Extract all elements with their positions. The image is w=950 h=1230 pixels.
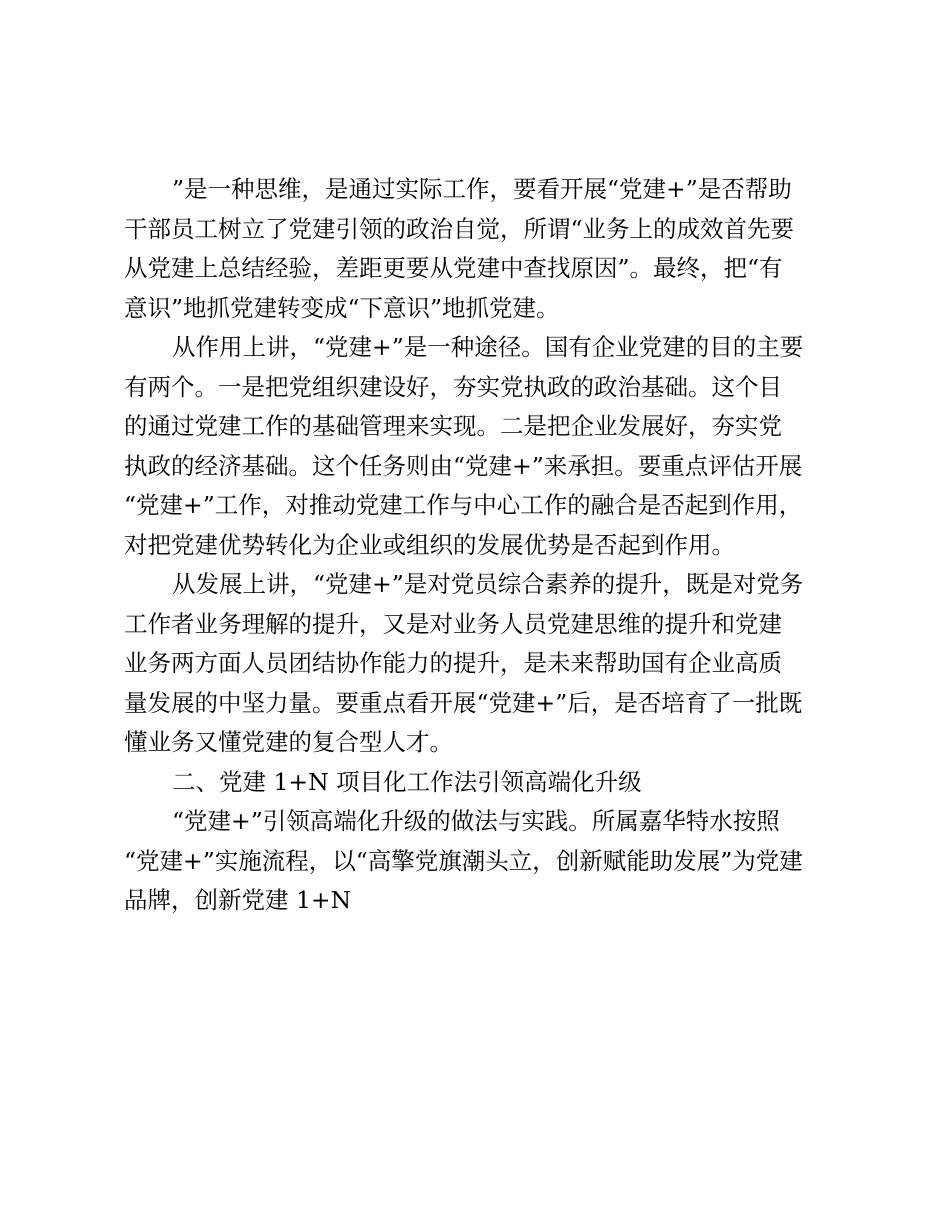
text-line: 量发展的中坚力量。要重点看开展“党建+”后，是否培育了一批既 [124,688,803,717]
paragraph-2 [124,328,844,565]
text-line: 工作者业务理解的提升，又是对业务人员党建思维的提升和党建 [124,609,782,638]
text-line: 懂业务又懂党建的复合型人才。 [124,728,453,756]
text-line: 对把党建优势转化为企业或组织的发展优势是否起到作用。 [124,530,735,559]
text-line: 干部员工树立了党建引领的政治自觉，所谓“业务上的成效首先要 [124,214,795,243]
text-line: 的通过党建工作的基础管理来实现。二是把企业发展好，夯实党 [124,412,782,440]
text-line: “党建+”引领高端化升级的做法与实践。所属嘉华特水按照 [172,807,780,835]
text-line: 从作用上讲，“党建+”是一种途径。国有企业党建的目的主要 [172,333,804,361]
text-line: “党建+”实施流程，以“高擎党旗潮头立，创新赋能助发展”为党建 [124,846,803,875]
text-line: ”是一种思维，是通过实际工作，要看开展“党建+”是否帮助 [172,175,792,203]
text-line: 执政的经济基础。这个任务则由“党建+”来承担。要重点评估开展 [124,451,803,480]
paragraph-3 [124,565,844,763]
text-line: 有两个。一是把党组织建设好，夯实党执政的政治基础。这个目 [124,372,782,401]
text-line: 业务两方面人员团结协作能力的提升，是未来帮助国有企业高质 [124,649,782,677]
text-line: 从发展上讲，“党建+”是对党员综合素养的提升，既是对党务 [172,570,804,598]
text-line: 意识”地抓党建转变成“下意识”地抓党建。 [124,293,560,322]
paragraph-1 [124,170,844,328]
document-body [124,170,844,921]
text-line: “党建+”工作，对推动党建工作与中心工作的融合是否起到作用， [124,491,803,519]
section-heading: 二、党建 1+N 项目化工作法引领高端化升级 [172,767,642,796]
text-line: 品牌，创新党建 1+N [124,886,352,914]
text-line: 从党建上总结经验，差距更要从党建中查找原因”。最终，把“有 [124,254,783,282]
paragraph-4 [124,802,844,921]
